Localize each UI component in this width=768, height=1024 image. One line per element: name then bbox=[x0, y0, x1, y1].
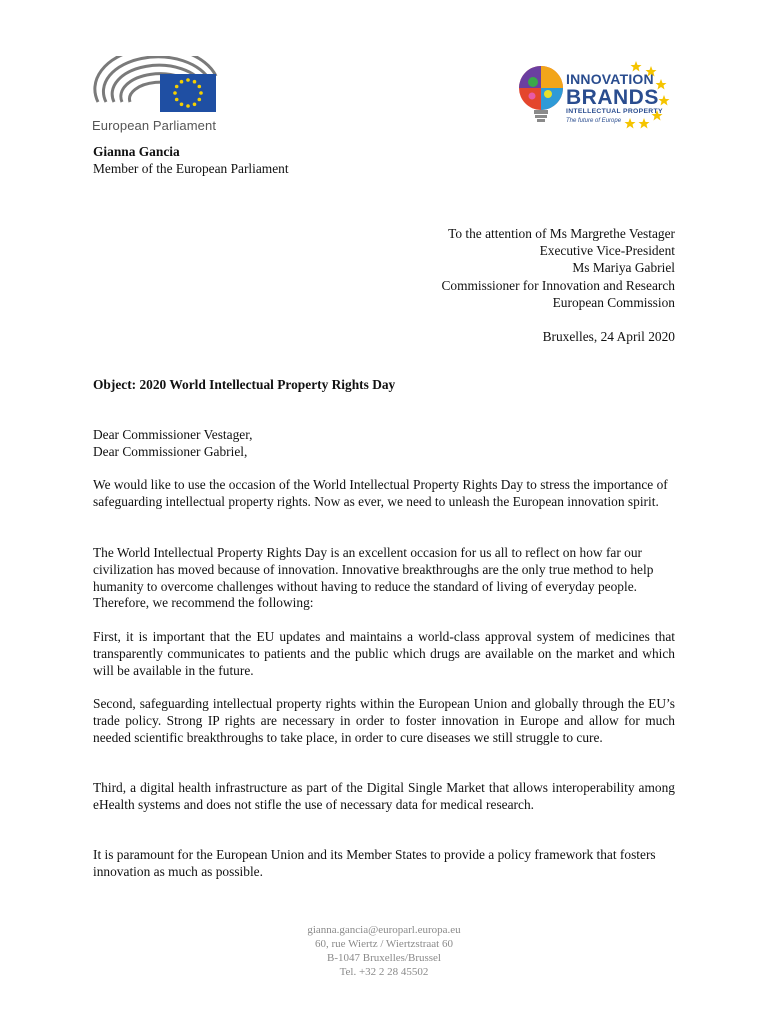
paragraph-2 bbox=[93, 545, 675, 612]
footer-contact bbox=[0, 923, 768, 979]
ep-logo-text: European Parliament bbox=[92, 118, 217, 133]
paragraph-6 bbox=[93, 847, 675, 881]
ib-line3: INTELLECTUAL PROPERTY bbox=[566, 108, 663, 115]
sender-name: Gianna Gancia bbox=[93, 144, 180, 159]
ib-line1: INNOVATION bbox=[566, 71, 654, 87]
footer-address-line: 60, rue Wiertz / Wiertzstraat 60 bbox=[315, 938, 453, 950]
salutation bbox=[93, 427, 675, 461]
addressee-line: Ms Mariya Gabriel bbox=[572, 260, 675, 276]
footer-email: gianna.gancia@europarl.europa.eu bbox=[307, 924, 461, 936]
addressee-line: Commissioner for Innovation and Research bbox=[441, 277, 675, 293]
letter-date: Bruxelles, 24 April 2020 bbox=[542, 329, 675, 345]
ib-line2: BRANDS bbox=[566, 86, 659, 109]
paragraph-text: We would like to use the occasion of the World Intellectual Property Rights Day to stress the importance of safeguarding intellectual property rights. Now as ever, we need to unleash the European innovation spirit. bbox=[93, 477, 668, 509]
addressee-line: To the attention of Ms Margrethe Vestager bbox=[448, 226, 675, 241]
paragraph-4 bbox=[93, 696, 675, 746]
paragraph-1 bbox=[93, 477, 675, 511]
addressee-line: Executive Vice-President bbox=[539, 243, 675, 259]
paragraph-text: The World Intellectual Property Rights Day is an excellent occasion for us all to reflect on how far our civilization has moved because of innovation. Innovative breakthroughs are the only true method to help humanity to overcome challenges without having to reduce the standard of living of everyday people. Therefore, we recommend the following: bbox=[93, 545, 654, 611]
addressee-block bbox=[441, 225, 675, 345]
innovation-brands-wordmark bbox=[566, 72, 663, 124]
salutation-line: Dear Commissioner Gabriel, bbox=[93, 443, 248, 459]
paragraph-text: Third, a digital health infrastructure as part of the Digital Single Market that allows interoperability among eHealth systems and does not stifle the use of necessary data for medical research. bbox=[93, 780, 675, 812]
paragraph-5 bbox=[93, 780, 675, 814]
addressee-line: European Commission bbox=[552, 294, 675, 310]
paragraph-text: First, it is important that the EU updates and maintains a world-class approval system of medicines that transparently communicates to patients and the public which drugs are available on the market and which will be available in the future. bbox=[93, 629, 675, 678]
salutation-line: Dear Commissioner Vestager, bbox=[93, 427, 253, 442]
footer-phone: Tel. +32 2 28 45502 bbox=[339, 966, 429, 978]
footer-address-line: B-1047 Bruxelles/Brussel bbox=[327, 952, 441, 964]
paragraph-text: Second, safeguarding intellectual property rights within the European Union and globally through the EU’s trade policy. Strong IP rights are necessary in order to foster innovation in Europe and allow for much needed scientific breakthroughs to take place, in order to cure diseases we still struggle to cure. bbox=[93, 696, 675, 745]
paragraph-text: It is paramount for the European Union and its Member States to provide a policy framework that fosters innovation as much as possible. bbox=[93, 847, 656, 879]
sender-block bbox=[93, 143, 289, 177]
ib-line4: The future of Europe bbox=[566, 117, 622, 124]
sender-title: Member of the European Parliament bbox=[93, 161, 289, 176]
letter-object: Object: 2020 World Intellectual Property Rights Day bbox=[93, 377, 396, 392]
paragraph-3 bbox=[93, 629, 675, 679]
